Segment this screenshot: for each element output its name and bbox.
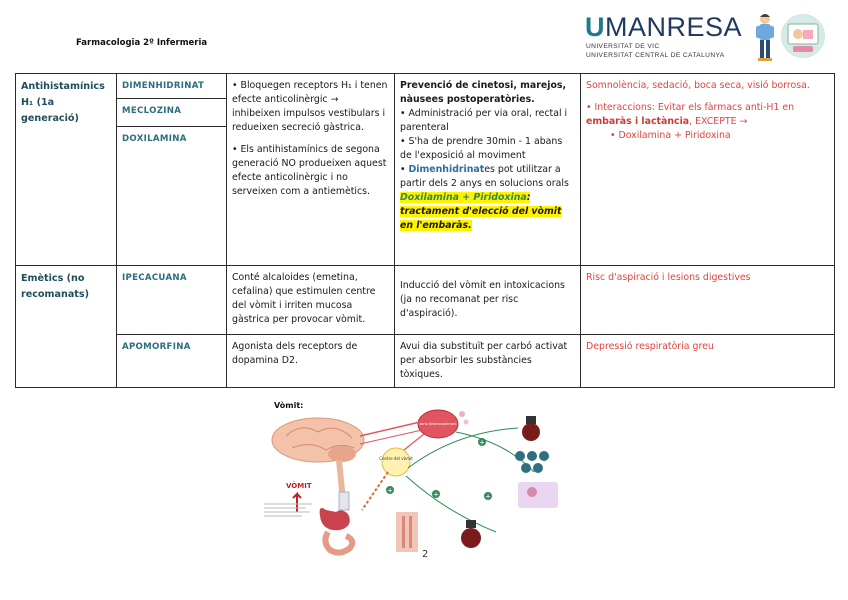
page-number: 2	[422, 549, 429, 560]
patient-illustration-icon	[518, 482, 558, 508]
vomit-pathway-diagram	[256, 392, 592, 560]
vomit-center-label: Centre del vòmit	[379, 456, 413, 461]
page-header	[0, 0, 848, 72]
mechanism-apomorfina: Agonista dels receptors de dopamina D2.	[227, 335, 395, 388]
svg-text:+: +	[433, 490, 439, 499]
svg-text:+: +	[479, 438, 485, 447]
use-antihistamines: Prevenció de cinetosi, marejos, nàusees postoperatòries. • Administració per via oral, rectal i parenteral • S'ha de prendre 30min - 1 abans de l'exposició al moviment • Dimenhidrinates pot utilitzar a partir dels 2 anys en solucions orals Doxilamina + Piridoxina: tractament d'elecció del vòmit en l'embaràs.	[395, 74, 581, 266]
logo-name-rest: MANRESA	[605, 12, 743, 42]
adverse-apomorfina: Depressió respiratòria greu	[581, 335, 835, 388]
svg-text:+: +	[387, 486, 393, 495]
vomit-center-node	[382, 448, 410, 476]
group-emetics: Emètics (no recomanats)	[16, 266, 117, 388]
use-apomorfina: Avui dia substituït per carbó activat per absorbir les substàncies tòxiques.	[395, 335, 581, 388]
svg-text:+: +	[485, 492, 491, 501]
drug-ipecacuana: IPECACUANA	[117, 266, 227, 335]
logo-subtitle-2: UNIVERSITAT CENTRAL DE CATALUNYA	[586, 52, 725, 59]
adverse-ipecacuana: Risc d'aspiració i lesions digestives	[581, 266, 835, 335]
vomit-label: VÒMIT	[286, 482, 312, 490]
drug-apomorfina: APOMORFINA	[117, 335, 227, 388]
mechanism-antihistamines: • Bloquegen receptors H₁ i tenen efecte anticolinèrgic → inhibeixen impulsos vestibulars i redueixen secreció gàstrica. • Els antihistamínics de segona generació NO produeixen aquest efecte anticolinèrgic i no serveixen com a antiemètics.	[227, 74, 395, 266]
umanresa-logo	[585, 12, 755, 64]
course-title: Farmacologia 2º Infermeria	[76, 38, 208, 48]
logo-subtitle-1: UNIVERSITAT DE VIC	[586, 43, 660, 50]
logo-initial: U	[585, 12, 605, 42]
drug-meclozina: MECLOZINA	[117, 99, 227, 127]
adverse-antihistamines: Somnolència, sedació, boca seca, visió borrosa. • Interaccions: Evitar els fàrmacs anti-H1 en embaràs i lactància, EXCEPTE → • Doxilamina + Piridoxina	[581, 74, 835, 266]
nurse-sticker-icon	[781, 14, 825, 58]
use-ipecacuana: Inducció del vòmit en intoxicacions (ja no recomanat per risc d'aspiració).	[395, 266, 581, 335]
ctz-label: zona desencadenant	[419, 422, 457, 426]
drug-dimenhidrinat: DIMENHIDRINAT	[117, 74, 227, 99]
highlight-pregnancy-note: Doxilamina + Piridoxina: tractament d'elecció del vòmit en l'embaràs.	[400, 192, 562, 231]
antiemetics-table	[15, 73, 835, 388]
vestibular-icon	[396, 512, 418, 552]
diagram-title: Vòmit:	[274, 401, 304, 410]
group-antihistamines: Antihistamínics H₁ (1a generació)	[16, 74, 117, 266]
nurse-figure-icon	[750, 12, 780, 64]
drug-doxilamina: DOXILAMINA	[117, 127, 227, 266]
mechanism-ipecacuana: Conté alcaloides (emetina, cefalina) que estimulen centre del vòmit i irriten mucosa gàstrica per provocar vòmit.	[227, 266, 395, 335]
